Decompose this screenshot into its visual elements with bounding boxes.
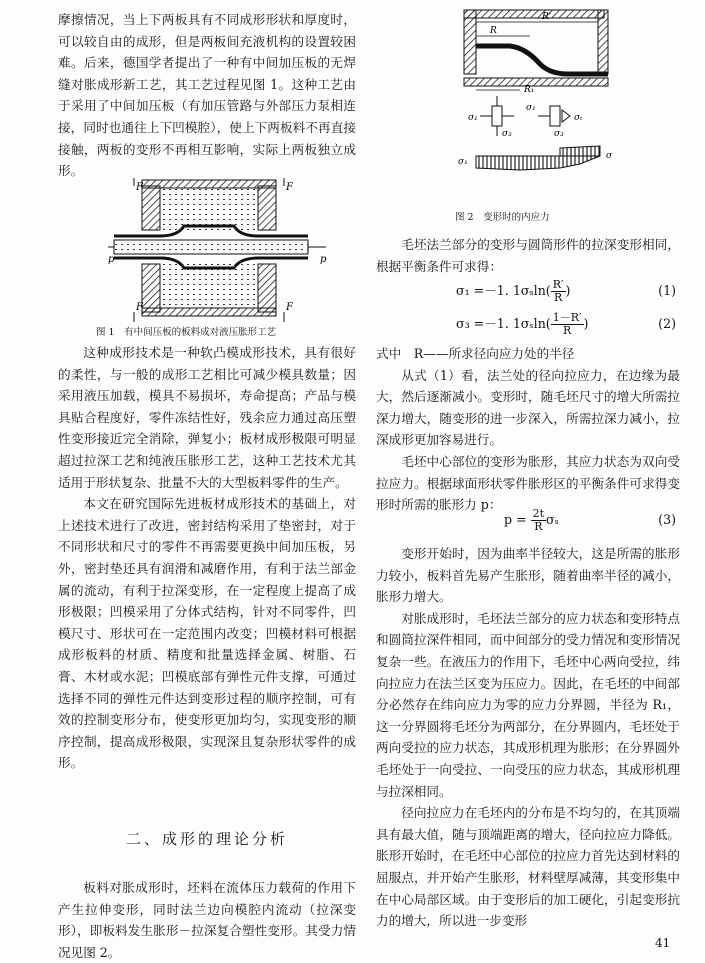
- eq3-numerator: 2t: [532, 507, 545, 520]
- fig1-force-label-bl: F: [136, 302, 143, 313]
- figure-1-diagram: [108, 178, 340, 322]
- equation-2: [376, 312, 680, 340]
- fig2-sigma1-right: σ₁: [526, 103, 536, 113]
- fig2-boundary-radius-label: R₁: [524, 85, 535, 95]
- fig1-pressure-label-right: p: [320, 254, 327, 265]
- fig1-force-label-br: F: [286, 302, 293, 313]
- eq2-number: (2): [658, 316, 676, 331]
- paragraph-flange: 毛坯法兰部分的变形与圆筒形件的拉深变形相同，根据平衡条件可求得：: [376, 237, 680, 274]
- paragraph-center-bulging: 毛坯中心部位的变形为胀形，其应力状态为双向受拉应力。根据球面形状零件胀形区的平衡条件可求得变形时所需的胀形力 p：: [376, 453, 680, 513]
- eq1-denominator: R: [553, 291, 563, 304]
- left-column-middle: [58, 342, 356, 774]
- eq3-number: (3): [658, 512, 676, 527]
- eq3-denominator: R: [534, 520, 543, 533]
- fig2-sigma1-left: σ₁: [468, 113, 478, 123]
- right-column-upper: [376, 234, 680, 277]
- paragraph-stress-distribution: 径向拉应力在毛坯内的分布是不均匀的，在其顶端具有最大值，随与顶端距离的增大，径向拉应力降低。胀形开始时，在毛坯中心部位的拉应力首先达到材料的屈服点，并开始产生胀形，材料壁厚减薄，其变形集中在中心局部区域。由于变形后的加工硬化，引起变形抗力的增大，所以进一步变形: [376, 805, 680, 929]
- fig2-inner-radius-label: R: [490, 26, 497, 36]
- eq1-rhs: ): [565, 283, 571, 298]
- paragraph-improvements: 本文在研究国际先进板材成形技术的基础上，对上述技术进行了改进，密封结构采用了垫密封，对于不同形状和尺寸的零件不再需要更换中间加压板，另外，密封垫还具有润滑和减磨作用，有利于法兰部金属的流动，有利于拉深变形，在一定程度上提高了成形极限；凹模采用了分体式结构，针对不同零件，凹模尺寸、形状可在一定范围内改变；凹模材料可根据成形板料的材质、精度和批量选择金属、树脂、石膏、木材或水泥；凹模底部有弹性元件支撑，可通过选择不同的弹性元件达到变形过程的顺序控制，可有效的控制变形分布，使变形更加均匀，实现变形的顺序控制，提高成形极限，实现深且复杂形状零件的成形。: [58, 496, 356, 771]
- fig2-outer-radius-label: R': [542, 12, 552, 22]
- fig2-sigma3-right: σ₃: [554, 129, 564, 139]
- fig2-sigma-label: σ: [606, 151, 613, 161]
- equation-1: [376, 279, 680, 307]
- eq1-numerator: R′: [552, 278, 564, 291]
- paragraph-bulging-force: 变形开始时，因为曲率半径较大，这是所需的胀形力较小，板料首先易产生胀形，随着曲率半径的减小，胀形力增大。: [376, 546, 680, 605]
- fig2-sigma1-dist: σ₁: [458, 157, 468, 167]
- fig1-force-label-tr: F: [286, 182, 293, 193]
- eq1-number: (1): [658, 283, 676, 298]
- left-column-upper: [58, 9, 356, 182]
- right-column-middle: [376, 343, 680, 516]
- equation-3: [376, 508, 680, 536]
- page-number: 41: [655, 936, 671, 950]
- eq2-numerator: 1－R′: [552, 311, 582, 324]
- section-heading: 二、成形的理论分析: [125, 830, 288, 848]
- eq2-lhs: σ₃ =－1. 1σₛln(: [456, 316, 551, 331]
- paragraph-radial-stress: 从式（1）看，法兰处的径向拉应力，在边缘为最大，然后逐渐减小。变形时，随毛坯尺寸的增大所需拉深力增大，随变形的进一步深入，所需拉深力减小，拉深成形更加容易进行。: [376, 367, 680, 448]
- eq1-lhs: σ₁ =－1. 1σₛln(: [456, 283, 551, 298]
- paragraph-loading: 板料对胀成形时，坯料在流体压力载荷的作用下产生拉伸变形，同时法兰边向模腔内流动（拉深变形），即板料发生胀形－拉深复合塑性变形。其受力情况见图 2。: [58, 880, 356, 960]
- fig1-force-label-tl: F: [136, 182, 143, 193]
- figure-2-caption: 图 2 变形时的内应力: [455, 212, 550, 223]
- figure-2-diagram: [450, 6, 622, 208]
- eq2-denominator: R: [562, 324, 572, 337]
- fig1-pressure-label-left: p: [108, 254, 115, 265]
- paragraph-intro: 摩擦情况，当上下两板具有不同成形形状和厚度时，可以较自由的成形，但是两板间充液机构的设置较困难。后来，德国学者提出了一种有中间加压板的无焊缝对胀成形新工艺，其工艺过程见图 1。这种工艺由于采用了中间加压板（有加压管路与外部压力泵相连接，同时也通往上下凹模腔），使上下两板料不再直接接触，两板的变形不再相互影响，实际上两板独立成形。: [58, 12, 356, 179]
- fig2-sigmat-right: σₜ: [574, 113, 583, 123]
- fig2-sigma3-left: σ₃: [502, 129, 512, 139]
- right-column-lower: [376, 543, 680, 932]
- figure-1-caption: 图 1 有中间压板的板料成对液压胀形工艺: [96, 327, 277, 338]
- paragraph-stress-state: 对胀成形时，毛坯法兰部分的应力状态和变形特点和圆筒拉深件相同，而中间部分的受力情况和变形情况复杂一些。在液压力的作用下，毛坯中心两向受拉，纬向拉应力在法兰区变为压应力。因此，在毛坯的中间部分必然存在纬向应力为零的应力分界圆，半径为 R₁，这一分界圆将毛坯分为两部分，在分界圆内，毛坯处于两向受拉的应力状态，其成形机理为胀形；在分界圆外毛坯处于一向受拉、一向受压的应力状态，其成形机理与拉深相同。: [376, 610, 680, 799]
- paragraph-advantages: 这种成形技术是一种软凸模成形技术，具有很好的柔性，与一般的成形工艺相比可减少模具数量；因采用液压加载，模具不易损坏，寿命提高；产品与模具贴合程度好，零件冻结性好，残余应力通过高压塑性变形接近完全消除，弹复小；板材成形极限可明显超过拉深工艺和纯液压胀形工艺，这种工艺技术尤其适用于形状复杂、批量不大的大型板料零件的生产。: [58, 345, 356, 490]
- equation-where-clause: 式中 R——所求径向应力处的半径: [376, 346, 575, 361]
- eq2-rhs: ): [583, 316, 589, 331]
- eq3-rhs: σₛ: [546, 512, 559, 527]
- eq3-lhs: p =: [504, 512, 531, 527]
- left-column-lower: [58, 877, 356, 963]
